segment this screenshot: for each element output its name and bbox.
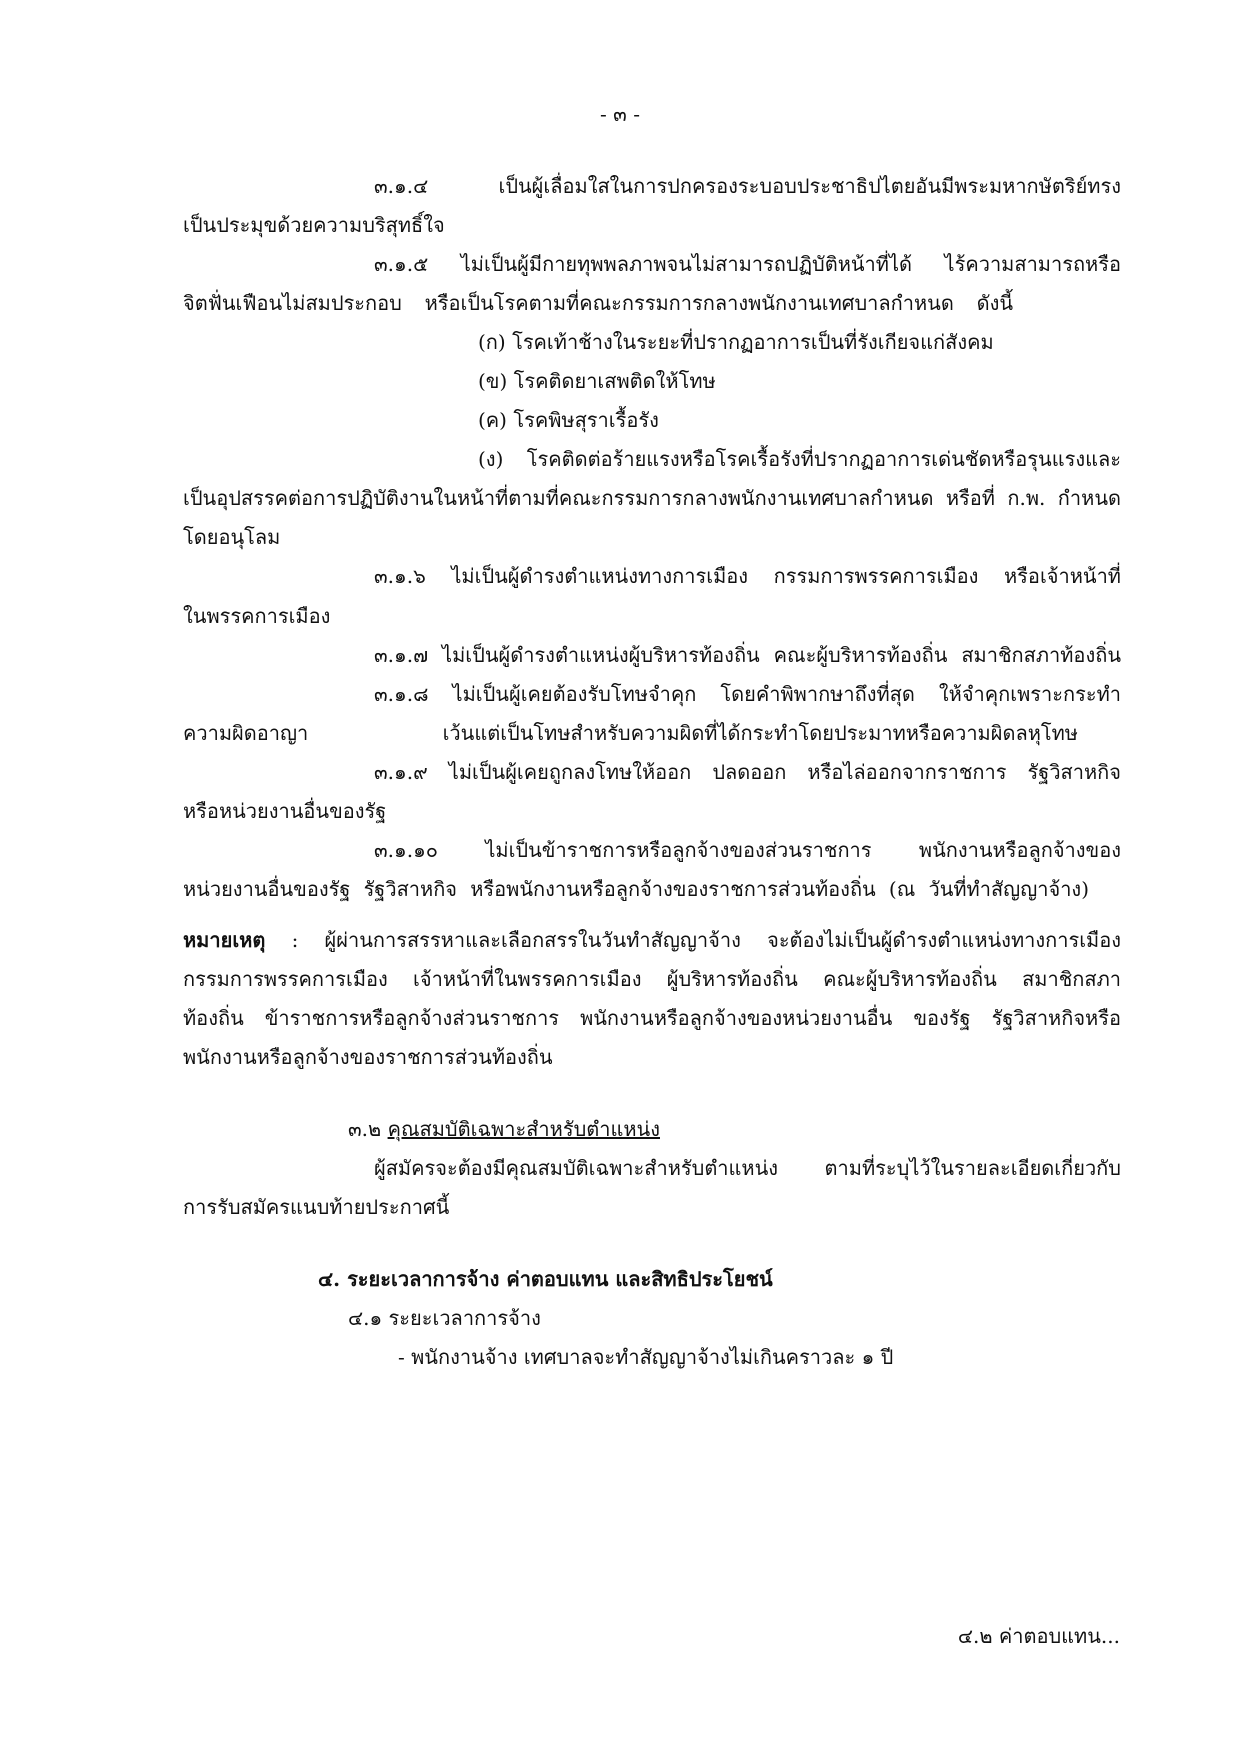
item-3-1-8-line-2: ความผิดอาญา เว้นแต่เป็นโทษสำหรับความผิดที่ได้กระทำโดยประมาทหรือความผิดลหุโทษ	[183, 721, 1078, 745]
note-line-4: พนักงานหรือลูกจ้างของราชการส่วนท้องถิ่น	[183, 1045, 553, 1069]
item-3-1-9-line-2: หรือหน่วยงานอื่นของรัฐ	[183, 799, 387, 823]
item-3-1-7-line-1: ๓.๑.๗ ไม่เป็นผู้ดำรงตำแหน่งผู้บริหารท้องถิ่น คณะผู้บริหารท้องถิ่น สมาชิกสภาท้องถิ่น	[374, 643, 1121, 667]
continuation-note: ๔.๒ ค่าตอบแทน...	[957, 1624, 1120, 1648]
note-line-3: ท้องถิ่น ข้าราชการหรือลูกจ้างส่วนราชการ พนักงานหรือลูกจ้างของหน่วยงานอื่น ของรัฐ รัฐวิสาหกิจหรือ	[183, 1006, 1121, 1030]
disease-d-line-1: (ง) โรคติดต่อร้ายแรงหรือโรคเรื้อรังที่ปรากฏอาการเด่นชัดหรือรุนแรงและ	[478, 447, 1121, 471]
item-3-1-10-line-1: ๓.๑.๑๐ ไม่เป็นข้าราชการหรือลูกจ้างของส่วนราชการ พนักงานหรือลูกจ้างของ	[374, 838, 1121, 862]
item-3-1-4-line-1: ๓.๑.๔ เป็นผู้เลื่อมใสในการปกครองระบอบประชาธิปไตยอันมีพระมหากษัตริย์ทรง	[374, 174, 1121, 198]
item-3-1-6-line-2: ในพรรคการเมือง	[183, 604, 331, 628]
section-4-heading: ๔. ระยะเวลาการจ้าง ค่าตอบแทน และสิทธิประโยชน์	[318, 1267, 773, 1291]
item-3-1-5-line-2: จิตฟั่นเฟือนไม่สมประกอบ หรือเป็นโรคตามที่คณะกรรมการกลางพนักงานเทศบาลกำหนด ดังนี้	[183, 291, 1013, 315]
note-text-1: : ผู้ผ่านการสรรหาและเลือกสรรในวันทำสัญญาจ้าง จะต้องไม่เป็นผู้ดำรงตำแหน่งทางการเมือง	[291, 928, 1122, 952]
disease-b: (ข) โรคติดยาเสพติดให้โทษ	[478, 369, 716, 393]
section-3-2-heading	[348, 1111, 660, 1147]
item-3-1-5-line-1: ๓.๑.๕ ไม่เป็นผู้มีกายทุพพลภาพจนไม่สามารถปฏิบัติหน้าที่ได้ ไร้ความสามารถหรือ	[374, 252, 1121, 276]
item-3-1-4-line-2: เป็นประมุขด้วยความบริสุทธิ์ใจ	[183, 213, 445, 237]
section-4-1-heading: ๔.๑ ระยะเวลาการจ้าง	[348, 1306, 541, 1330]
item-3-1-6-line-1: ๓.๑.๖ ไม่เป็นผู้ดำรงตำแหน่งทางการเมือง กรรมการพรรคการเมือง หรือเจ้าหน้าที่	[374, 564, 1121, 588]
item-3-1-9-line-1: ๓.๑.๙ ไม่เป็นผู้เคยถูกลงโทษให้ออก ปลดออก หรือไล่ออกจากราชการ รัฐวิสาหกิจ	[374, 760, 1121, 784]
section-3-2-number: ๓.๒	[348, 1117, 382, 1141]
section-3-2-line-1: ผู้สมัครจะต้องมีคุณสมบัติเฉพาะสำหรับตำแหน่ง ตามที่ระบุไว้ในรายละเอียดเกี่ยวกับ	[374, 1156, 1121, 1180]
disease-c: (ค) โรคพิษสุราเรื้อรัง	[478, 408, 659, 432]
item-3-1-8-line-1: ๓.๑.๘ ไม่เป็นผู้เคยต้องรับโทษจำคุก โดยคำพิพากษาถึงที่สุด ให้จำคุกเพราะกระทำ	[374, 682, 1121, 706]
section-3-2-line-2: การรับสมัครแนบท้ายประกาศนี้	[183, 1195, 450, 1219]
disease-a: (ก) โรคเท้าช้างในระยะที่ปรากฏอาการเป็นที่รังเกียจแก่สังคม	[478, 330, 994, 354]
note-line-1	[183, 922, 1121, 958]
disease-d-line-2: เป็นอุปสรรคต่อการปฏิบัติงานในหน้าที่ตามที่คณะกรรมการกลางพนักงานเทศบาลกำหนด หรือที่ ก.พ. กำหนด	[183, 486, 1121, 510]
disease-d-line-3: โดยอนุโลม	[183, 525, 281, 549]
page-number: - ๓ -	[600, 102, 640, 126]
note-line-2: กรรมการพรรคการเมือง เจ้าหน้าที่ในพรรคการเมือง ผู้บริหารท้องถิ่น คณะผู้บริหารท้องถิ่น สมาชิกสภา	[183, 967, 1121, 991]
section-3-2-title: คุณสมบัติเฉพาะสำหรับตำแหน่ง	[387, 1117, 660, 1141]
note-label: หมายเหตุ	[183, 928, 266, 952]
item-3-1-10-line-2: หน่วยงานอื่นของรัฐ รัฐวิสาหกิจ หรือพนักงานหรือลูกจ้างของราชการส่วนท้องถิ่น (ณ วันที่ทำสัญญาจ้าง)	[183, 877, 1089, 901]
section-4-1-bullet: - พนักงานจ้าง เทศบาลจะทำสัญญาจ้างไม่เกินคราวละ ๑ ปี	[398, 1345, 894, 1369]
